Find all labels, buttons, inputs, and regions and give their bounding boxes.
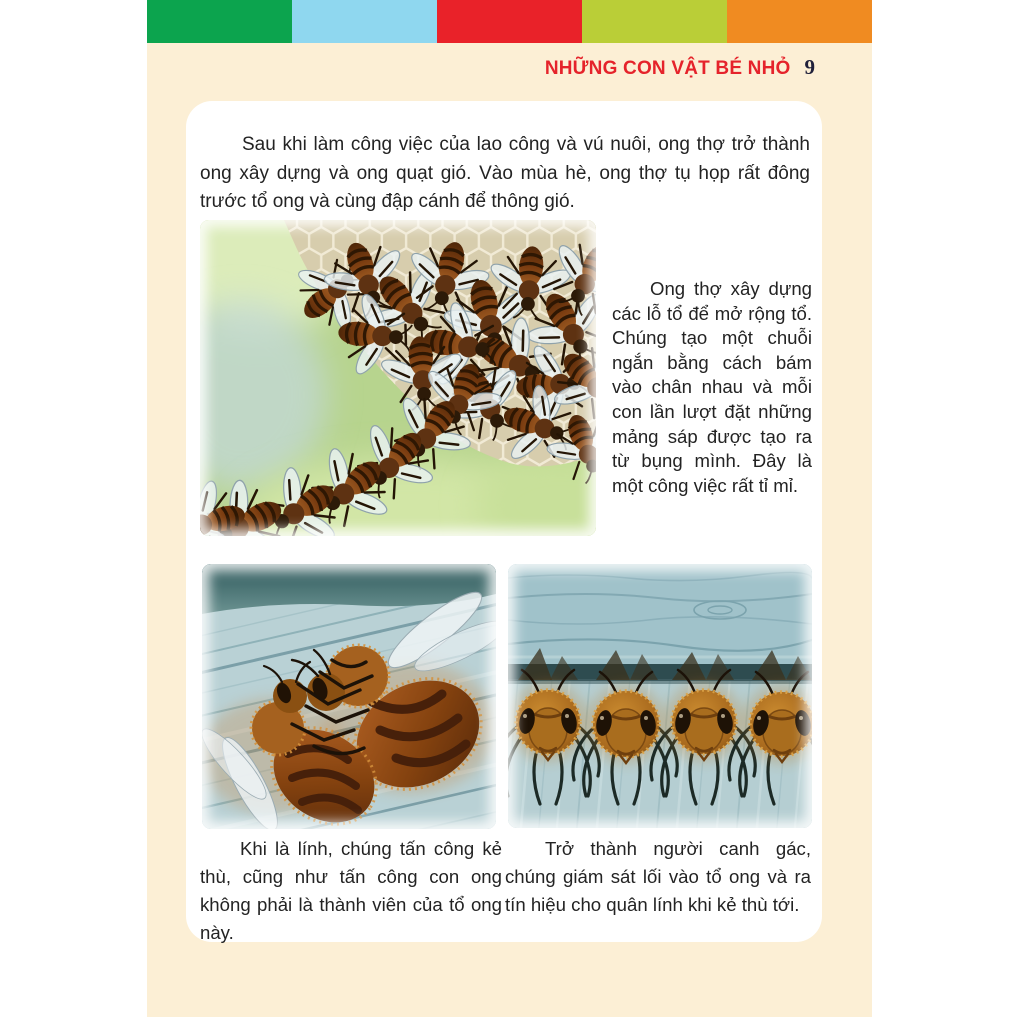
intro-paragraph: Sau khi làm công việc của lao công và vú nuôi, ong thợ trở thành ong xây dựng và ong quạt gió. Vào mùa hè, ong thợ tụ họp rất đông trước tổ ong và cùng đập cánh để thông gió. — [200, 134, 810, 212]
top-bar-segment-1 — [147, 0, 292, 43]
caption-right: Trở thành người canh gác, chúng giám sát lối vào tổ ong và ra tín hiệu cho quân lính khi kẻ thù tới. — [505, 838, 811, 915]
guard-bees-image — [508, 564, 812, 828]
paper-background — [147, 0, 872, 1017]
honeycomb-chain-image — [200, 220, 596, 536]
content-card — [186, 101, 822, 942]
top-bar-segment-3 — [437, 0, 582, 43]
honeycomb-chain-illustration — [200, 220, 596, 536]
side-paragraph: Ong thợ xây dựng các lỗ tổ để mở rộng tổ. Chúng tạo một chuỗi ngắn bằng cách bám vào chân nhau và mỗi con lần lượt đặt những mảng sáp được tạo ra từ bụng mình. Đây là một công việc rất tỉ mỉ. — [612, 278, 812, 496]
top-bar-segment-2 — [292, 0, 437, 43]
header-title: NHỮNG CON VẬT BÉ NHỎ — [544, 58, 791, 79]
decorative-color-bar — [147, 0, 872, 43]
page-number: 9 — [804, 55, 815, 79]
guard-bees-illustration — [508, 564, 812, 828]
page-header — [147, 55, 815, 80]
top-bar-segment-4 — [582, 0, 727, 43]
caption-left: Khi là lính, chúng tấn công kẻ thù, cũng như tấn công con ong không phải là thành viên của tổ ong này. — [200, 838, 502, 943]
fighting-bees-image — [202, 564, 496, 829]
fighting-bees-illustration — [202, 564, 496, 829]
top-bar-segment-5 — [727, 0, 872, 43]
